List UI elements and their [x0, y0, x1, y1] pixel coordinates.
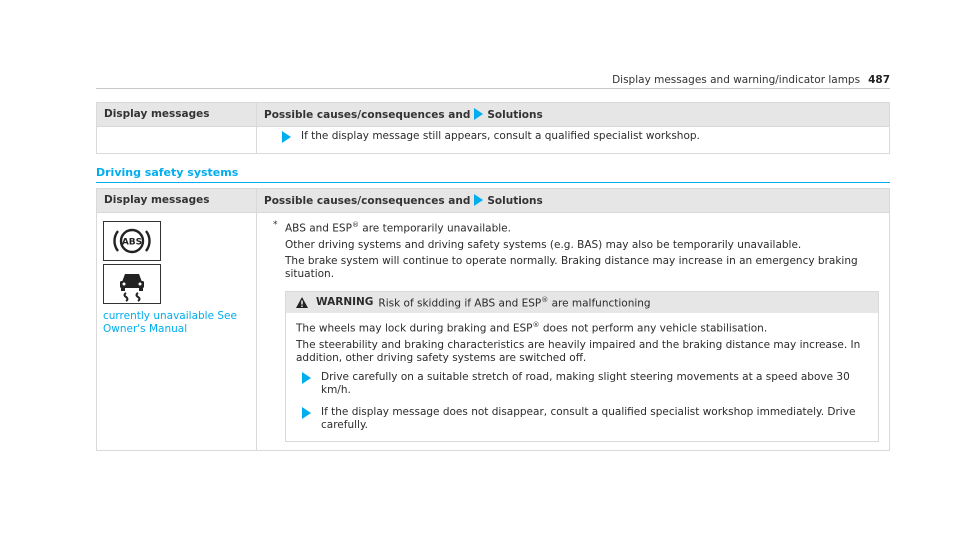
- running-title: Display messages and warning/indicator lamps: [612, 74, 861, 86]
- warning-paragraph-1: The wheels may lock during braking and ESP® does not perform any vehicle stabilisation.: [296, 321, 768, 335]
- display-message-cell: [97, 127, 257, 154]
- causes-solutions-cell: [257, 213, 890, 451]
- solution-arrow-icon: [474, 194, 483, 206]
- column-header-display-messages: Display messages: [97, 103, 257, 127]
- solution-step: If the display message still appears, consult a qualified specialist workshop.: [282, 130, 882, 143]
- warning-box: [285, 291, 879, 442]
- page-number: 487: [868, 74, 890, 86]
- svg-text:ABS: ABS: [121, 237, 143, 248]
- solution-arrow-icon: [474, 108, 483, 120]
- footnote-marker: *: [273, 220, 278, 230]
- warning-step-2: If the display message does not disappear, consult a qualified specialist workshop immediately. Drive carefully.: [302, 406, 868, 435]
- paragraph-other-systems: Other driving systems and driving safety systems (e.g. BAS) may also be temporarily unavailable.: [285, 238, 802, 251]
- step-arrow-icon: [282, 131, 291, 143]
- column-header-causes-solutions: Possible causes/consequences and Solutions: [257, 103, 890, 127]
- page-header: [96, 72, 890, 89]
- esp-skid-icon: [103, 264, 161, 304]
- status-message-text: currently unavailable See Owner's Manual: [103, 310, 237, 335]
- column-header-causes-solutions: Possible causes/consequences and Solutions: [257, 189, 890, 213]
- step-arrow-icon: [302, 407, 311, 419]
- warning-paragraph-2: The steerability and braking characteristics are heavily impaired and the braking distance may increase. In addition, other driving safety systems are switched off.: [296, 338, 861, 364]
- warning-step-1: Drive carefully on a suitable stretch of road, making slight steering movements at a speed above 30 km/h.: [302, 371, 868, 400]
- messages-table-continued: [96, 102, 890, 154]
- warning-body: [286, 313, 878, 441]
- abs-warning-icon: [103, 221, 161, 261]
- warning-header: [286, 292, 878, 314]
- column-header-display-messages: Display messages: [97, 189, 257, 213]
- solution-cell: [257, 127, 890, 154]
- warning-title: Risk of skidding if ABS and ESP® are malfunctioning: [378, 295, 651, 309]
- section-title: Driving safety systems: [96, 166, 890, 183]
- warning-label: WARNING: [316, 296, 374, 309]
- step-arrow-icon: [302, 372, 311, 384]
- paragraph-brake-system: The brake system will continue to operate normally. Braking distance may increase in an emergency braking situation.: [285, 254, 858, 280]
- driving-safety-table: [96, 188, 890, 451]
- warning-triangle-icon: [296, 297, 308, 308]
- display-message-cell: [97, 213, 257, 451]
- footnote-line: * ABS and ESP® are temporarily unavailable.: [273, 220, 511, 235]
